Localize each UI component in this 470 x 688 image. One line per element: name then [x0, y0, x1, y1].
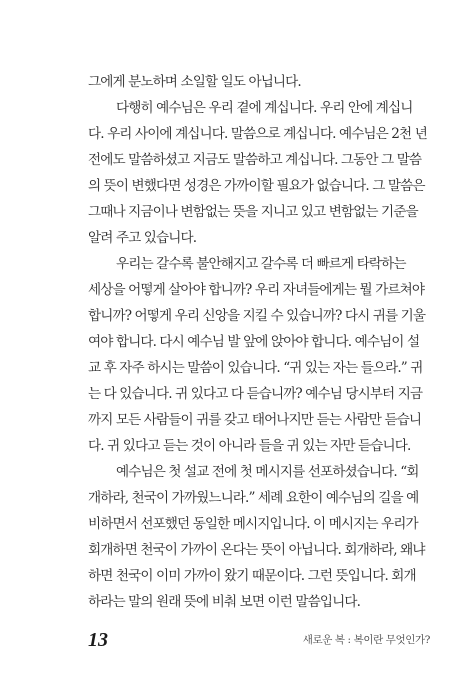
- text-line: 다. 귀 있다고 듣는 것이 아니라 들을 귀 있는 자만 듣습니다.: [88, 438, 411, 454]
- text-line: 비하면서 선포했던 동일한 메시지입니다. 이 메시지는 우리가: [88, 516, 418, 532]
- text-line: 합니까? 어떻게 우리 신앙을 지킬 수 있습니까? 다시 귀를 기울: [88, 308, 426, 324]
- running-title: 새로운 복 : 복이란 무엇인가?: [302, 634, 430, 646]
- text-line: 세상을 어떻게 살아야 합니까? 우리 자녀들에게는 뭘 가르쳐야: [88, 282, 425, 298]
- text-line: 여야 합니다. 다시 예수님 발 앞에 앉아야 합니다. 예수님이 설: [88, 334, 420, 350]
- text-line: 교 후 자주 하시는 말씀이 있습니다. “귀 있는 자는 들으라.” 귀: [88, 360, 423, 376]
- text-line: 그에게 분노하며 소일할 일도 아닙니다.: [88, 74, 301, 90]
- text-line: 다. 우리 사이에 계십니다. 말씀으로 계십니다. 예수님은 2천 년: [88, 126, 427, 142]
- text-line: 는 다 있습니다. 귀 있다고 다 듣습니까? 예수님 당시부터 지금: [88, 386, 423, 402]
- paragraph-start-line: 우리는 갈수록 불안해지고 갈수록 더 빠르게 타락하는: [116, 256, 406, 272]
- text-line: 회개하면 천국이 가까이 온다는 뜻이 아닙니다. 회개하라, 왜냐: [88, 542, 425, 558]
- paragraph-start-line: 다행히 예수님은 우리 곁에 계십니다. 우리 안에 계십니: [116, 100, 413, 116]
- paragraph-start-line: 예수님은 첫 설교 전에 첫 메시지를 선포하셨습니다. “회: [116, 464, 419, 480]
- text-line: 의 뜻이 변했다면 성경은 가까이할 필요가 없습니다. 그 말씀은: [88, 178, 425, 194]
- text-line: 하면 천국이 이미 가까이 왔기 때문이다. 그런 뜻입니다. 회개: [88, 568, 416, 584]
- text-line: 까지 모든 사람들이 귀를 갖고 태어나지만 듣는 사람만 듣습니: [88, 412, 422, 428]
- page-number: 13: [88, 629, 108, 651]
- text-line: 알려 주고 있습니다.: [88, 230, 197, 246]
- text-line: 하라는 말의 원래 뜻에 비춰 보면 이런 말씀입니다.: [88, 594, 360, 610]
- text-line: 그때나 지금이나 변함없는 뜻을 지니고 있고 변함없는 기준을: [88, 204, 418, 220]
- text-line: 개하라, 천국이 가까웠느니라.” 세례 요한이 예수님의 길을 예: [88, 490, 419, 506]
- text-line: 전에도 말씀하셨고 지금도 말씀하고 계십니다. 그동안 그 말씀: [88, 152, 422, 168]
